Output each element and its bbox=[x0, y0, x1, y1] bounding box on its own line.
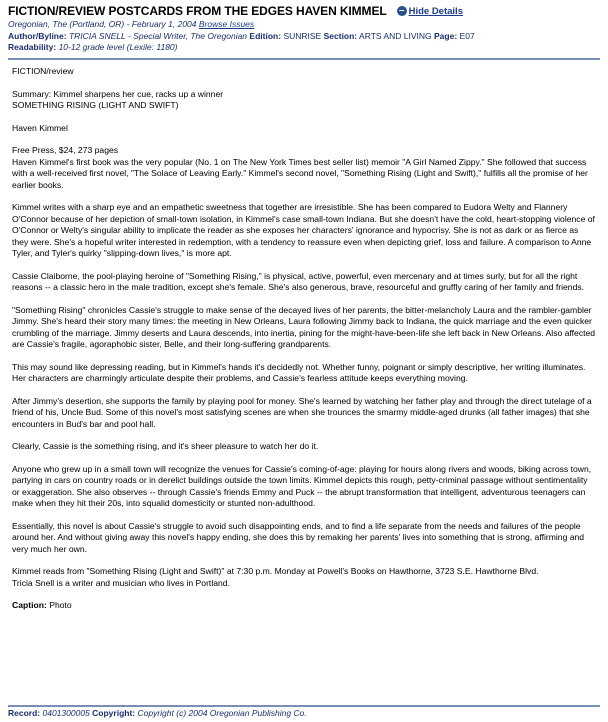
author-label: Author/Byline: bbox=[8, 30, 67, 41]
paragraph: Anyone who grew up in a small town will recognize the venues for Cassie's coming-of-age: playing for hours along rivers and woods, biking across town, partying in cars on country roads or in derelict buildings outside the town limits. Kimmel depicts this rough, petty-criminal passage without sentimentality or exaggeration. She also observes -- through Cassie's friends Emmy and Puck -- the abrupt transformation that intelligent, adventurous teenagers can make when they hit their 20s, into squalid domesticity or stunted non-adulthood. bbox=[12, 463, 592, 508]
record-value: 0401300005 bbox=[42, 708, 90, 718]
paragraph: Essentially, this novel is about Cassie's struggle to avoid such disappointing ends, and to find a life separate from the needs and failures of the people around her. And without giving away this novel's happy ending, she does this by remaking her parents' lives into something that is strong, affirming and very much her own. bbox=[12, 520, 585, 554]
section-label: Section: bbox=[323, 30, 358, 41]
article-metadata bbox=[8, 19, 600, 54]
source-row bbox=[8, 19, 600, 31]
summary-block bbox=[12, 89, 596, 112]
publisher-info: Free Press, $24, 273 pages bbox=[12, 145, 119, 155]
article-title: FICTION/REVIEW POSTCARDS FROM THE EDGES HAVEN KIMMEL bbox=[8, 4, 387, 18]
summary-line: Summary: Kimmel sharpens her cue, racks up a winner bbox=[12, 88, 224, 99]
source-text: Oregonian, The (Portland, OR) - February 1, 2004 bbox=[8, 19, 197, 29]
readability-row bbox=[8, 42, 600, 54]
record-footer bbox=[8, 708, 307, 718]
author-bio: Tricia Snell is a writer and musician who lives in Portland. bbox=[12, 577, 230, 588]
paragraph: "Something Rising" chronicles Cassie's struggle to make sense of the decayed lives of her parents, the bitter-melancholy Laura and the rambler-gambler Jimmy. She's heard their story many times: the meeting in New Orleans, Laura following Jimmy back to Indiana, the quick marriage and the even quicker crumbling of the marriage. Jimmy deserts and Laura descends, into inertia, pining for the might-have-been-life she left back in New Orleans. Also affected are Cassie's fragile, agoraphobic sister, Belle, and their long-suffering grandparents. bbox=[12, 304, 596, 349]
readability-label: Readability: bbox=[8, 42, 57, 52]
hide-details-button[interactable] bbox=[397, 6, 463, 17]
title-row bbox=[8, 4, 600, 18]
paragraph: Haven Kimmel's first book was the very popular (No. 1 on The New York Times best seller list) memoir "A Girl Named Zippy." She followed that success with a well-received first novel, "The Solace of Leaving Early." Kimmel's second novel, "Something Rising (Light and Swift)," fulfills all the promise of her earlier books. bbox=[12, 156, 588, 190]
reading-event: Kimmel reads from "Something Rising (Light and Swift)" at 7:30 p.m. Monday at Powell's Books on Hawthorne, 3723 S.E. Hawthorne Blvd. bbox=[12, 566, 539, 576]
paragraph: After Jimmy's desertion, she supports the family by playing pool for money. She's learned by watching her father play and through the direct tutelage of a friend of his, Uncle Bud. Some of this novel's most satisfying scenes are when she trounces the smarmy middle-aged drunks (all father images) that she encounters in Bud's bar and pool hall. bbox=[12, 395, 592, 429]
paragraph: Cassie Claiborne, the pool-playing heroine of "Something Rising," is physical, active, powerful, even mercenary and at times surly, but for all the right reasons -- a classic hero in the male tradition, except she's female. She's also generous, brave, resourceful and gruffly caring of her family and friends. bbox=[12, 270, 585, 292]
minus-circle-icon: − bbox=[398, 6, 405, 15]
page-label: Page: bbox=[434, 30, 458, 41]
article-kicker: FICTION/review bbox=[12, 66, 74, 76]
author-value: TRICIA SNELL - Special Writer, The Oregonian bbox=[68, 30, 248, 41]
article-body bbox=[12, 66, 596, 612]
paragraph: This may sound like depressing reading, but in Kimmel's hands it's decidedly not. Whether funny, poignant or simply descriptive, her writing illuminates. Her characters are charmingly articulate despite their problems, and Cassie's fearless attitude keeps everything moving. bbox=[12, 361, 586, 383]
browse-issues-link[interactable]: Browse Issues bbox=[198, 19, 255, 29]
footer-divider bbox=[8, 705, 600, 707]
book-title-line: SOMETHING RISING (LIGHT AND SWIFT) bbox=[12, 100, 179, 110]
paragraph: Clearly, Cassie is the something rising, and it's sheer pleasure to watch her do it. bbox=[12, 441, 319, 451]
copyright-value: Copyright (c) 2004 Oregonian Publishing Co. bbox=[137, 708, 307, 718]
book-author: Haven Kimmel bbox=[12, 122, 68, 133]
edition-value: SUNRISE bbox=[283, 30, 322, 41]
paragraph: Kimmel writes with a sharp eye and an empathetic sweetness that together are irresistible. She has been compared to Eudora Welty and Flannery O'Connor because of her depiction of small-town isolation, in Kimmel's case small-town Indiana. But she doesn't have the cold, heart-stopping violence of O'Connor or Welty's singular ability to implicate the reader as she exposes her characters' ignorance and hypocrisy. She is not as dark or as fierce as they were. She's a hopeful writer interested in redemption, with a tendency to reassure even when depicting grief, loss and failure. A comparison to Anne Tyler, and Tyler's quirky "slipping-down lives," is more apt. bbox=[12, 202, 595, 258]
edition-label: Edition: bbox=[249, 30, 282, 41]
record-label: Record: bbox=[8, 708, 41, 718]
hide-details-link[interactable]: Hide Details bbox=[408, 5, 463, 17]
byline-row bbox=[8, 31, 600, 43]
header-divider bbox=[8, 58, 600, 60]
caption-label: Caption: bbox=[12, 600, 47, 610]
caption-value: Photo bbox=[49, 600, 72, 610]
readability-value: 10-12 grade level (Lexile: 1180) bbox=[58, 42, 178, 52]
page-value: E07 bbox=[459, 30, 475, 41]
caption-row bbox=[12, 600, 596, 612]
section-value: ARTS AND LIVING bbox=[359, 30, 432, 41]
copyright-label: Copyright: bbox=[92, 708, 136, 718]
article-header bbox=[8, 4, 600, 54]
